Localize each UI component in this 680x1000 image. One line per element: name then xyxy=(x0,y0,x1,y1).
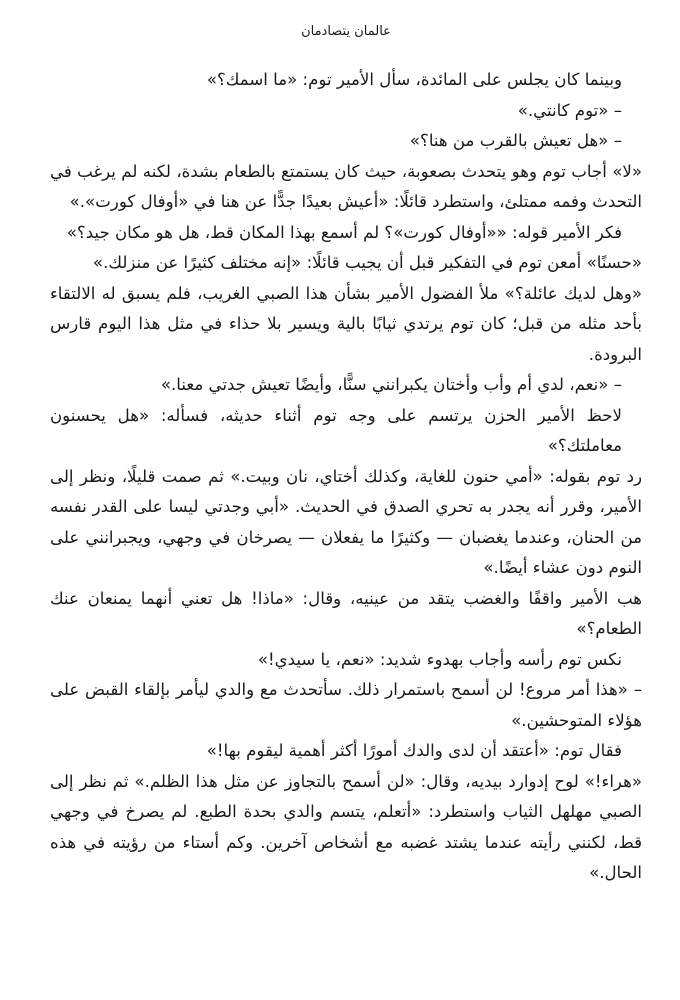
paragraph: رد توم بقوله: «أمي حنون للغاية، وكذلك أختاي، نان وبيت.» ثم صمت قليلًا، ونظر إلى الأمير، وقرر أنه يجدر به تحري الصدق في الحديث. «أبي وجدتي ليسا على القدر نفسه من الحنان، وعندما يغضبان — وكثيرًا ما يفعلان — يصرخان في وجهي، ويجبرانني على النوم دون عشاء أيضًا.» xyxy=(50,466,642,577)
paragraph: وبينما كان يجلس على المائدة، سأل الأمير توم: «ما اسمك؟» xyxy=(206,70,622,89)
paragraph: «لا» أجاب توم وهو يتحدث بصعوبة، حيث كان يستمتع بالطعام بشدة، لكنه لم يرغب في التحدث وفمه ممتلئ، واستطرد قائلًا: «أعيش بعيدًا جدًّا عن هنا في «أوفال كورت».» xyxy=(50,161,642,211)
paragraph: نكس توم رأسه وأجاب بهدوء شديد: «نعم، يا سيدي!» xyxy=(257,649,622,669)
paragraph: – «هل تعيش بالقرب من هنا؟» xyxy=(409,131,622,150)
body-text xyxy=(50,65,642,889)
paragraph: – «نعم، لدي أم وأب وأختان يكبرانني سنًّا، وأيضًا تعيش جدتي معنا.» xyxy=(160,375,622,394)
paragraph: «هراء!» لوح إدوارد بيديه، وقال: «لن أسمح بالتجاوز عن مثل هذا الظلم.» ثم نظر إلى الصبي مهلهل الثياب واستطرد: «أتعلم، يتسم والدي بحدة الطبع. لم يصرخ في وجهي قط، لكنني رأيته عندما يشتد غضبه مع أشخاص آخرين. وكم أستاء من رؤيته في هذه الحال.» xyxy=(50,771,642,882)
paragraph: «حسنًا» أمعن توم في التفكير قبل أن يجيب قائلًا: «إنه مختلف كثيرًا عن منزلك.» xyxy=(92,253,642,272)
paragraph: فكر الأمير قوله: ««أوفال كورت»؟ لم أسمع بهذا المكان قط، هل هو مكان جيد؟» xyxy=(66,222,622,242)
paragraph: – «توم كانتي.» xyxy=(517,100,622,120)
paragraph: «وهل لديك عائلة؟» ملأ الفضول الأمير بشأن هذا الصبي الغريب، فلم يسبق له الالتقاء بأحد مثله من قبل؛ كان توم يرتدي ثيابًا بالية ويسير بلا حذاء في مثل هذا اليوم قارس البرودة. xyxy=(50,283,642,364)
paragraph: فقال توم: «أعتقد أن لدى والدك أمورًا أكثر أهمية ليقوم بها!» xyxy=(206,741,622,760)
running-title: عالمان يتصادمان xyxy=(301,24,391,39)
paragraph: لاحظ الأمير الحزن يرتسم على وجه توم أثناء حديثه، فسأله: «هل يحسنون معاملتك؟» xyxy=(50,405,622,455)
paragraph: – «هذا أمر مروع! لن أسمح باستمرار ذلك. سأتحدث مع والدي ليأمر بإلقاء القبض على هؤلاء المتوحشين.» xyxy=(50,680,642,730)
paragraph: هب الأمير واقفًا والغضب يتقد من عينيه، وقال: «ماذا! هل تعني أنهما يمنعان عنك الطعام؟» xyxy=(50,588,642,638)
